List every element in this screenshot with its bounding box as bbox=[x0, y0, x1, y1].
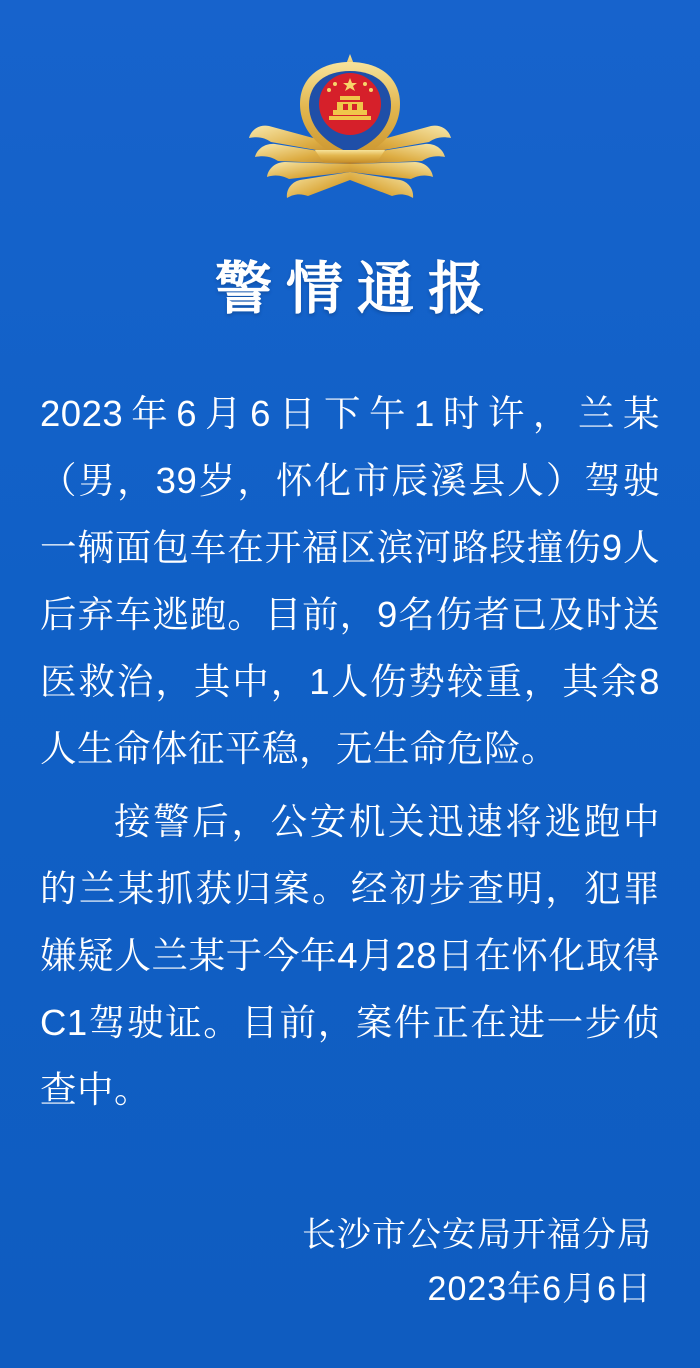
signature-issuer: 长沙市公安局开福分局 bbox=[302, 1216, 652, 1254]
notice-paragraph-1: 2023年6月6日下午1时许，兰某（男，39岁，怀化市辰溪县人）驾驶一辆面包车在开福区滨河路段撞伤9人后弃车逃跑。目前，9名伤者已及时送医救治，其中，1人伤势较重，其余8人生命体征平稳，无生命危险。 bbox=[40, 393, 660, 769]
notice-paragraph-2: 接警后，公安机关迅速将逃跑中的兰某抓获归案。经初步查明，犯罪嫌疑人兰某于今年4月28日在怀化取得C1驾驶证。目前，案件正在进一步侦查中。 bbox=[40, 801, 660, 1110]
china-police-badge-emblem-icon bbox=[245, 52, 455, 200]
signature-date: 2023年6月6日 bbox=[427, 1270, 652, 1308]
signature-block bbox=[302, 1208, 652, 1316]
page-title: 警情通报 bbox=[215, 255, 499, 322]
notice-body bbox=[40, 380, 660, 1129]
emblem-container bbox=[0, 52, 700, 200]
